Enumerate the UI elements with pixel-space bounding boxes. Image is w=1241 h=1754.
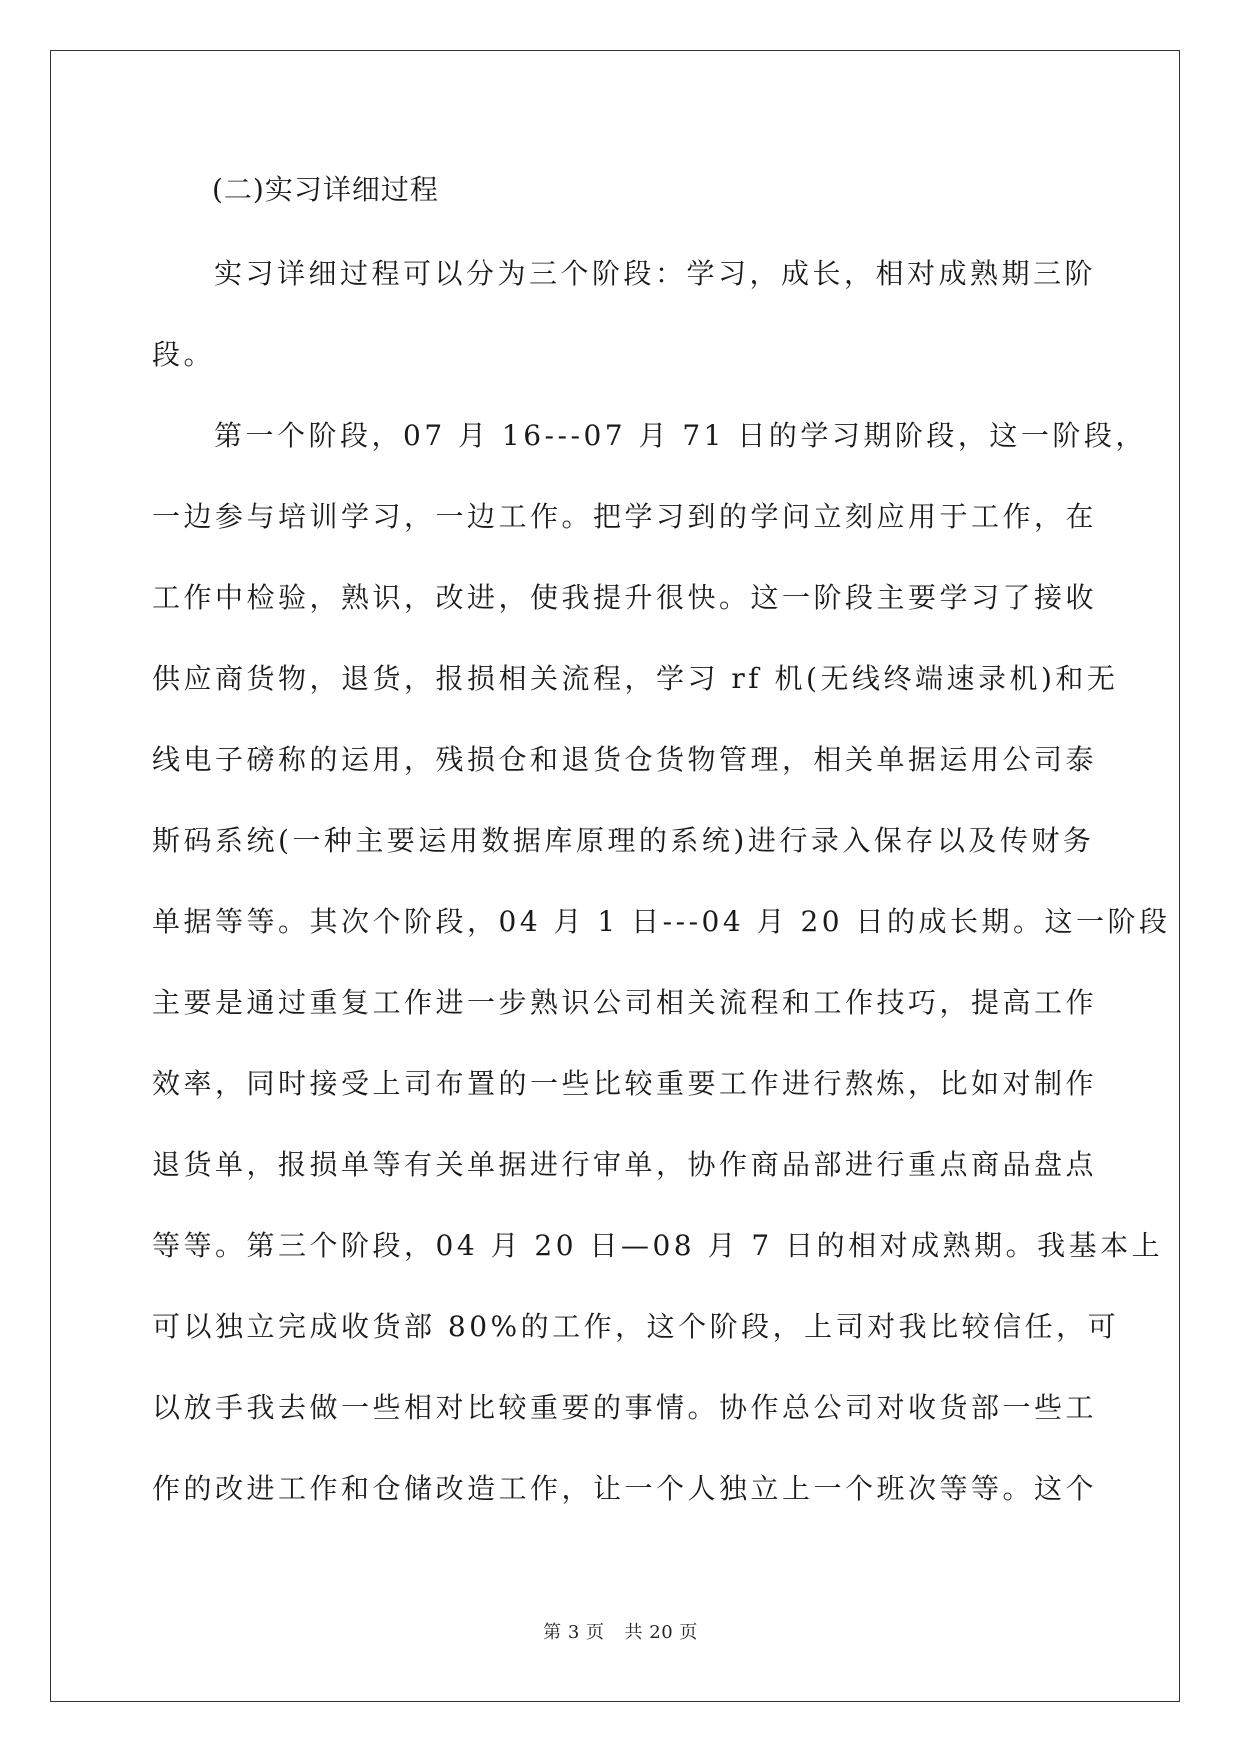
text-line: 工作中检验，熟识，改进，使我提升很快。这一阶段主要学习了接收 (152, 581, 1098, 614)
text-line: 效率，同时接受上司布置的一些比较重要工作进行熬炼，比如对制作 (152, 1067, 1098, 1100)
text-line: 可以独立完成收货部 80%的工作，这个阶段，上司对我比较信任，可 (152, 1310, 1120, 1343)
text-line: 一边参与培训学习，一边工作。把学习到的学问立刻应用于工作，在 (152, 500, 1098, 533)
page-number: 第 3 页 (543, 1622, 605, 1643)
text-line: 主要是通过重复工作进一步熟识公司相关流程和工作技巧，提高工作 (152, 986, 1098, 1019)
text-line: 以放手我去做一些相对比较重要的事情。协作总公司对收货部一些工 (152, 1391, 1098, 1424)
paragraph-intro (152, 233, 1097, 395)
text-line: 实习详细过程可以分为三个阶段：学习，成长，相对成熟期三阶 (214, 257, 1097, 290)
text-line: 第一个阶段，07 月 16---07 月 71 日的学习期阶段，这一阶段， (214, 419, 1147, 452)
page-footer (0, 1618, 1241, 1644)
text-line: 段。 (152, 338, 216, 371)
text-line: 等等。第三个阶段，04 月 20 日—08 月 7 日的相对成熟期。我基本上 (152, 1229, 1164, 1262)
page-total: 共 20 页 (624, 1622, 698, 1643)
text-line: 单据等等。其次个阶段，04 月 1 日---04 月 20 日的成长期。这一阶段 (152, 905, 1171, 938)
text-line: 退货单，报损单等有关单据进行审单，协作商品部进行重点商品盘点 (152, 1148, 1098, 1181)
text-line: 供应商货物，退货，报损相关流程，学习 rf 机(无线终端速录机)和无 (152, 662, 1119, 695)
text-line: 线电子磅称的运用，残损仓和退货仓货物管理，相关单据运用公司泰 (152, 743, 1098, 776)
section-heading: (二)实习详细过程 (212, 173, 439, 206)
document-body (152, 160, 1171, 1529)
paragraph-stages (152, 395, 1171, 1529)
text-line: 作的改进工作和仓储改造工作，让一个人独立上一个班次等等。这个 (152, 1472, 1098, 1505)
text-line: 斯码系统(一种主要运用数据库原理的系统)进行录入保存以及传财务 (152, 824, 1095, 857)
